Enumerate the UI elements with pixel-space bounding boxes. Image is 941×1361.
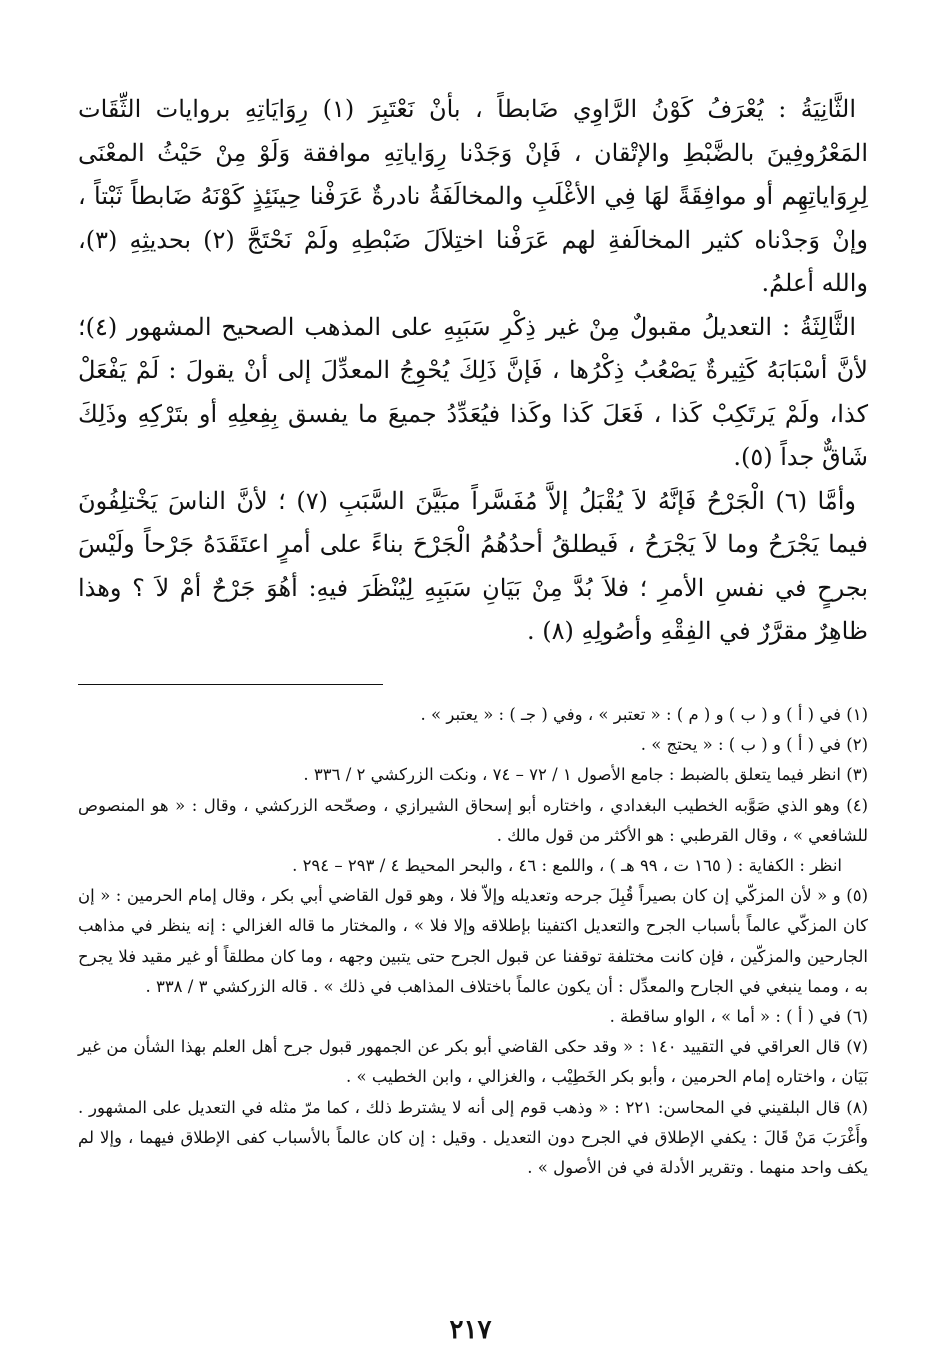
footnote: (٤) وهو الذي صَوَّبه الخطيب البغدادي ، واختاره أبو إسحاق الشيرازي ، وصحّحه الزركشي ، وقال : « هو المنصوص للشافعي » ، وقال القرطبي : هو الأكثر من قول مالك . xyxy=(78,795,868,845)
main-text xyxy=(78,88,868,654)
footnote-continuation: انظر : الكفاية : ( ١٦٥ ت ، ٩٩ هـ ) ، واللمع : ٤٦ ، والبحر المحيط ٤ / ٢٩٣ – ٢٩٤ . xyxy=(292,856,842,876)
paragraph-second: الثَّانِيَةُ : يُعْرَفُ كَوْنُ الرَّاوِي ضَابطاً ، بأنْ نَعْتَبِرَ (١) رِوَايَاتِهِ بروايات الثِّقَات المَعْرُوفِينَ بالضَّبْطِ والإتْقان ، فَإنْ وَجَدْنا رِوَاياتِهِ موافقة وَلَوْ مِنْ حَيْثُ المعْنَى لِرِوَاياتِهِم أو موافِقَةً لهَا فِي الأغْلَبِ والمخالَفَةُ نادرةٌ عَرَفْنا حِينَئِذٍ كَوْنَهُ ضَابطاً ثَبْتاً ، وإنْ وَجدْناه كثير المخالَفةِ لهم عَرَفْنا اختِلاَلَ ضَبْطِهِ ولَمْ نَحْتَجَّ (٢) بحديثِهِ (٣)، والله أعلمُ. xyxy=(78,95,868,297)
footnote-separator xyxy=(78,684,383,685)
paragraph-jarh: وأمَّا (٦) الْجَرْحُ فَإنَّهُ لاَ يُقْبَلُ إلاَّ مُفَسَّراً مبَيَّنَ السَّبَبِ (٧) ؛ لأنَّ الناسَ يَخْتلِفُونَ فيما يَجْرَحُ وما لاَ يَجْرَحُ ، فَيطلقُ أحدُهُمُ الْجَرْحَ بناءً على أمرٍ اعتَقَدَهُ جَرْحاً ولَيْسَ بجرحٍ في نفسِ الأمرِ ؛ فلاَ بُدَّ مِنْ بَيَانِ سَبَبِهِ لِيُنْظَرَ فيهِ: أهُوَ جَرْحٌ أمْ لاَ ؟ وهذا ظاهِرٌ مقرَّرٌ في الفِقْهِ وأصُولِهِ (٨) . xyxy=(78,486,868,645)
footnote: (٣) انظر فيما يتعلق بالضبط : جامع الأصول ١ / ٧٢ – ٧٤ ، ونكت الزركشي ٢ / ٣٣٦ . xyxy=(303,765,868,785)
footnotes xyxy=(78,700,868,1183)
footnote: (٥) و « لأن المزكّي إن كان بصيراً قُبِلَ جرحه وتعديله وإلاّ فلا ، وهو قول القاضي أبي بكر ، وقال إمام الحرمين : « إن كان المزكّي عالماً بأسباب الجرح والتعديل اكتفينا بإطلاقه وإلا فلا » ، والمختار ما قاله الغزالي : إنه ينظر في مذاهب الجارحين والمزكّين ، فإن كانت مختلفة توقفنا عن قبول الجرح حتى يتبين وجهه ، وما كان مطلقاً أو غير مقيد فلا يجرح به ، ومما ينبغي في الجارح والمعدِّل : أن يكون عالماً باختلاف المذاهب في ذلك » . قاله الزركشي ٣ / ٣٣٨ . xyxy=(78,886,868,996)
page-number: ٢١٧ xyxy=(449,1315,492,1345)
footnote: (٦) في ( أ ) : « أما » ، الواو ساقطة . xyxy=(609,1007,868,1027)
footnote: (٨) قال البلقيني في المحاسن: ٢٢١ : « وذهب قوم إلى أنه لا يشترط ذلك ، كما مرّ مثله في التعديل على المشهور . وأَغْرَبَ مَنْ قَالَ : يكفي الإطلاق في الجرح دون التعديل . وقيل : إن كان عالماً بالأسباب كفى الإطلاق فيهما ، وإلا لم يكف واحد منهما . وتقرير الأدلة في فن الأصول » . xyxy=(78,1097,869,1178)
footnote: (٧) قال العراقي في التقييد ١٤٠ : « وقد حكى القاضي أبو بكر عن الجمهور قبول جرح أهل العلم بهذا الشأن من غير بَيَان ، واختاره إمام الحرمين ، وأبو بكر الخَطِيْب ، والغزالي ، وابن الخطيب » . xyxy=(78,1037,868,1087)
paragraph-third: الثَّالِثَةُ : التعديلُ مقبولٌ مِنْ غير ذِكْرِ سَبَبِهِ على المذهب الصحيح المشهور (٤)؛ لأنَّ أسْبَابَهُ كَثِيرةٌ يَصْعُبُ ذِكْرُها ، فَإنَّ ذَلِكَ يُحْوِجُ المعدِّلَ إلى أنْ يقولَ : لَمْ يَفْعَلْ كذا، ولَمْ يَرتَكِبْ كَذا ، فَعَلَ كَذا وكَذا فيُعَدِّدُ جميعَ ما يفسق بِفِعلِهِ أو بتَرْكِهِ وذَلِكَ شَاقٌّ جداً (٥). xyxy=(78,312,868,471)
footnote: (١) في ( أ ) و ( ب ) و ( م ) : « تعتبر » ، وفي ( جـ ) : « يعتبر » . xyxy=(420,705,868,724)
footnote: (٢) في ( أ ) و ( ب ) : « يحتج » . xyxy=(640,735,868,755)
main-body xyxy=(78,88,868,654)
